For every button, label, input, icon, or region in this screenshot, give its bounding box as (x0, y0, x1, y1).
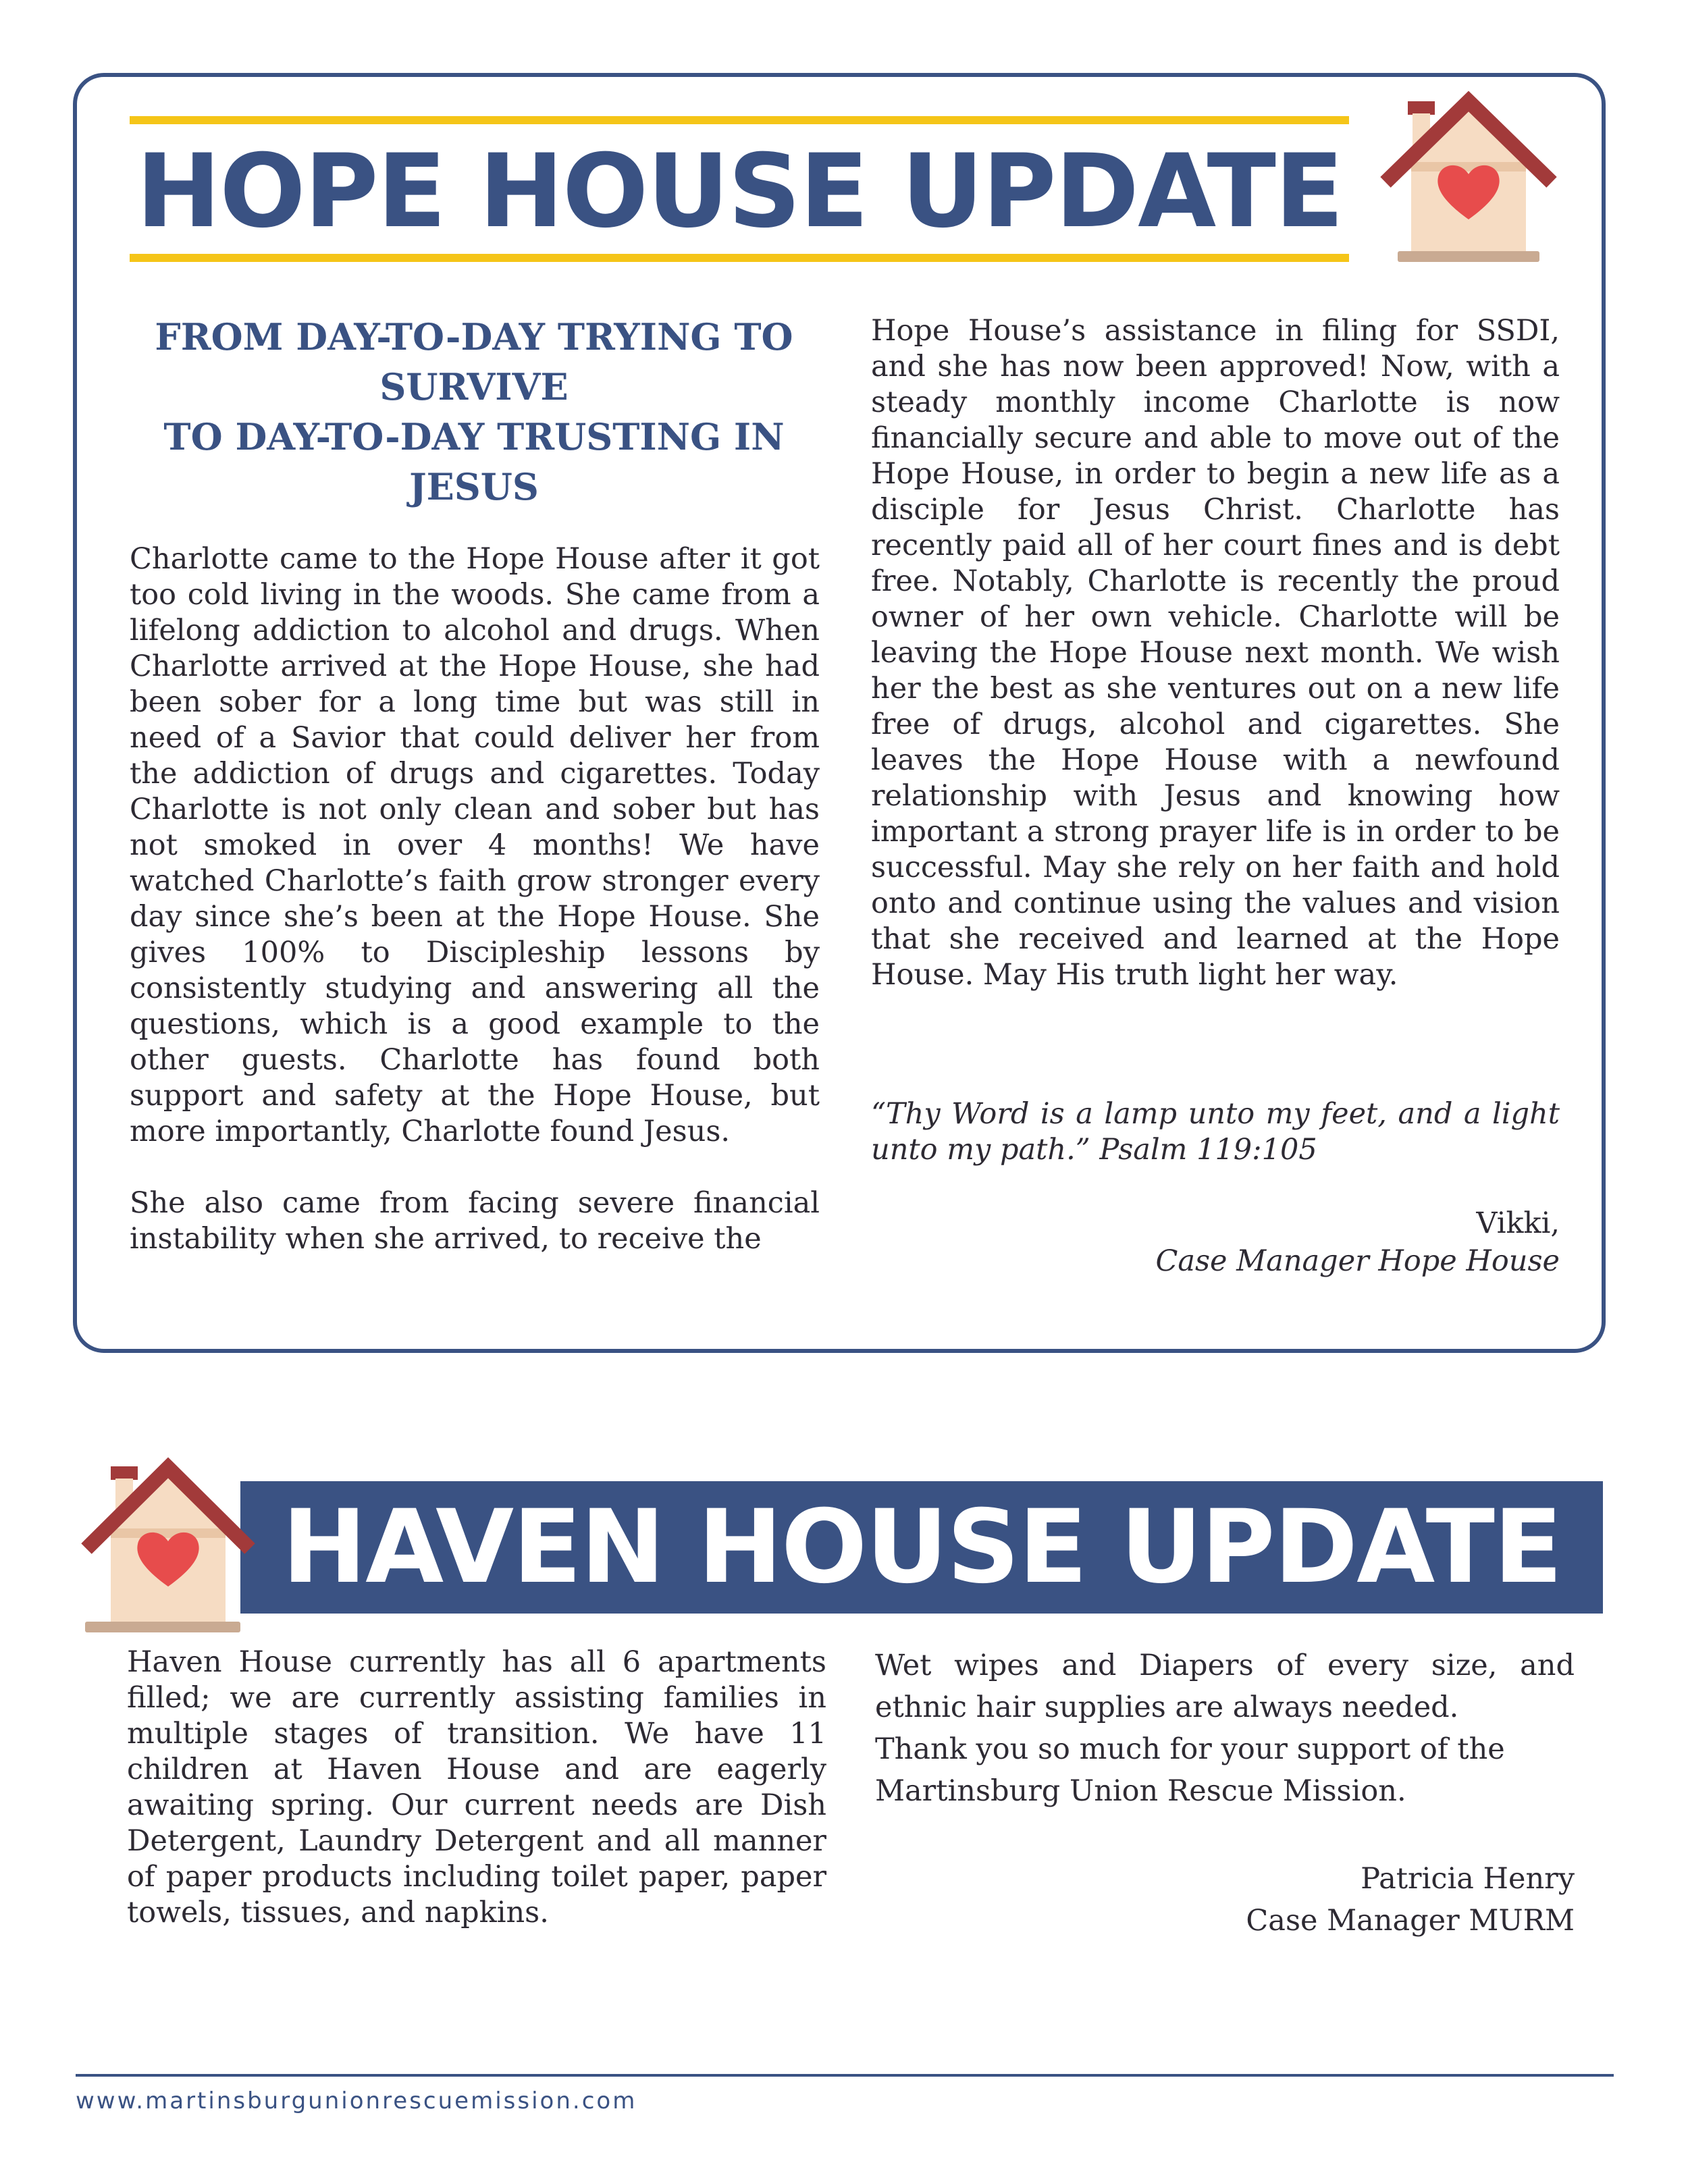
signer-role: Case Manager Hope House (1155, 1244, 1560, 1278)
house-heart-icon (1371, 81, 1566, 277)
scripture-quote: “Thy Word is a lamp unto my feet, and a light unto my path.” Psalm 119:105 (871, 1097, 1560, 1167)
hope-house-title: HOPE HOUSE UPDATE (136, 133, 1343, 250)
haven-column-right (875, 1645, 1575, 1812)
title-rule-bottom (130, 254, 1349, 262)
website-url[interactable]: www.martinsburgunionrescuemission.com (76, 2087, 637, 2114)
story-headline-line1: FROM DAY-TO-DAY TRYING TO SURVIVE (155, 315, 793, 408)
needs-paragraph: Wet wipes and Diapers of every size, and ethnic hair supplies are always needed. (875, 1649, 1575, 1724)
story-paragraph: She also came from facing severe financial instability when she arrived, to receive the (130, 1186, 820, 1256)
haven-column-left: Haven House currently has all 6 apartments filled; we are currently assisting families in multiple stages of transition. We have 11 children at Haven House and are eagerly awaiting spring. Our current needs are Dish Detergent, Laundry Detergent and all manner of paper products including toilet paper, paper towels, tissues, and napkins. (127, 1645, 826, 1929)
signer-role: Case Manager MURM (1246, 1904, 1575, 1938)
story-headline-line2: TO DAY-TO-DAY TRUSTING IN JESUS (163, 415, 785, 508)
story-paragraph: Hope House’s assistance in filing for SSDI, and she has now been approved! Now, with a steady monthly income Charlotte is now financially secure and able to move out of the Hope House, in order to begin a new life as a disciple for Jesus Christ. Charlotte has recently paid all of her court fines and is debt free. Notably, Charlotte is recently the proud owner of her own vehicle. Charlotte will be leaving the Hope House next month. We wish her the best as she ventures out on a new life free of drugs, alcohol and cigarettes. She leaves the Hope House with a newfound relationship with Jesus and knowing how important a strong prayer life is in order to be successful. May she rely on her faith and hold onto and continue using the values and vision that she received and learned at the Hope House. May His truth light her way. (871, 314, 1560, 992)
hope-column-left (130, 541, 820, 1257)
signer-name: Patricia Henry (1361, 1862, 1575, 1896)
title-rule-top (130, 116, 1349, 124)
haven-house-title: HAVEN HOUSE UPDATE (282, 1489, 1562, 1606)
footer-rule (76, 2074, 1614, 2077)
hope-column-right (871, 313, 1560, 993)
thanks-paragraph: Thank you so much for your support of the Martinsburg Union Rescue Mission. (875, 1732, 1505, 1808)
house-heart-icon (77, 1451, 259, 1647)
story-headline (130, 312, 818, 512)
signer-name: Vikki, (1476, 1206, 1560, 1240)
story-paragraph: Charlotte came to the Hope House after it got too cold living in the woods. She came from a lifelong addiction to alcohol and drugs. When Charlotte arrived at the Hope House, she had been sober for a long time but was still in need of a Savior that could deliver her from the addiction of drugs and cigarettes. Today Charlotte is not only clean and sober but has not smoked in over 4 months! We have watched Charlotte’s faith grow stronger every day since she’s been at the Hope House. She gives 100% to Discipleship lessons by consistently studying and answering all the questions, which is a good example to the other guests. Charlotte has found both support and safety at the Hope House, but more importantly, Charlotte found Jesus. (130, 542, 820, 1148)
